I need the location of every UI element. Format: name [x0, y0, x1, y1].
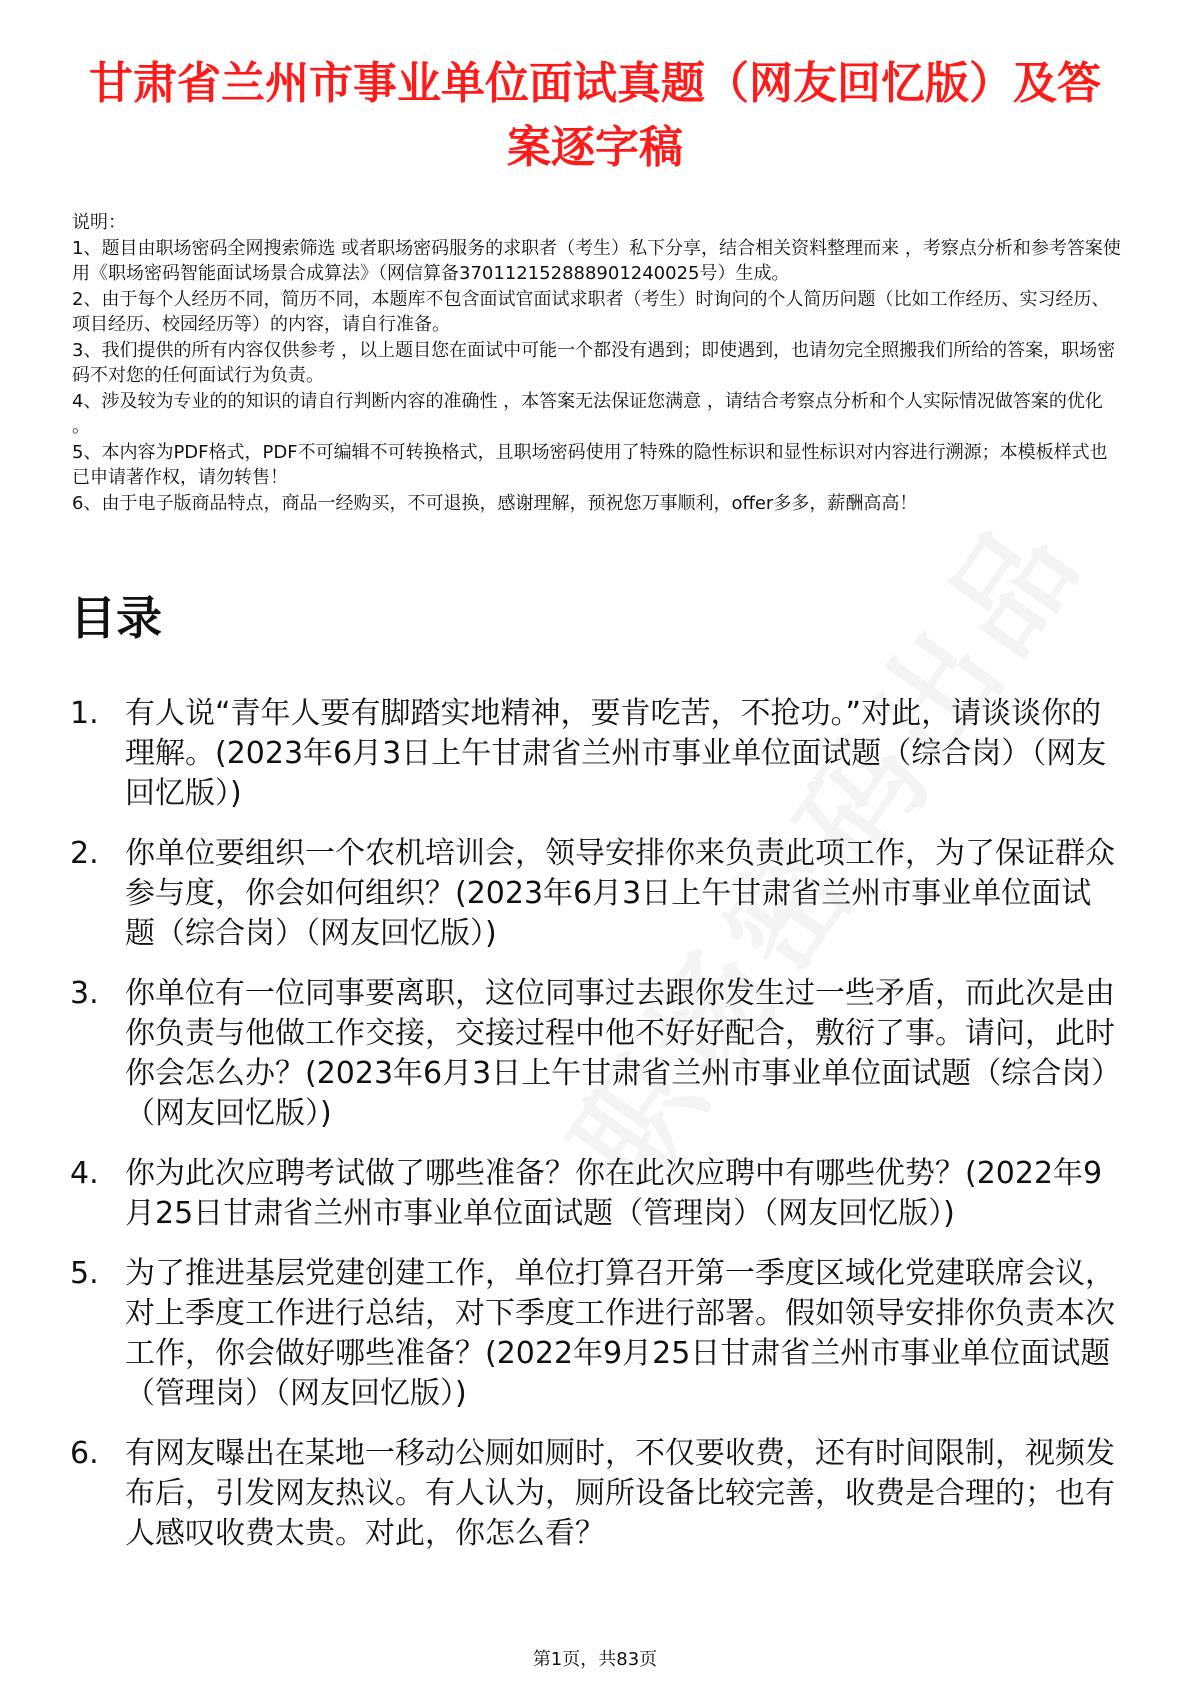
toc-item[interactable]	[70, 1254, 1120, 1414]
toc-item-text: 你单位要组织一个农机培训会，领导安排你来负责此项工作，为了保证群众参与度，你会如何组织？(2023年6月3日上午甘肃省兰州市事业单位面试题（综合岗）（网友回忆版）)	[125, 836, 1115, 951]
toc-heading: 目录	[70, 591, 162, 645]
note-item-5: 5、本内容为PDF格式，PDF不可编辑不可转换格式，且职场密码使用了特殊的隐性标识和显性标识对内容进行溯源；本模板样式也已申请著作权，请勿转售！	[72, 441, 1108, 488]
toc-item-text: 你单位有一位同事要离职，这位同事过去跟你发生过一些矛盾，而此次是由你负责与他做工作交接，交接过程中他不好好配合，敷衍了事。请问，此时你会怎么办？(2023年6月3日上午甘肃省兰州市事业单位面试题（综合岗）（网友回忆版）)	[125, 976, 1115, 1131]
toc-item-number: 3.	[70, 976, 99, 1011]
document-title: 甘肃省兰州市事业单位面试真题（网友回忆版）及答案逐字稿	[89, 58, 1101, 173]
note-item-2: 2、由于每个人经历不同，简历不同，本题库不包含面试官面试求职者（考生）时询问的个人简历问题（比如工作经历、实习经历、项目经历、校园经历等）的内容，请自行准备。	[72, 288, 1110, 335]
toc-item[interactable]	[70, 974, 1120, 1134]
note-item-1: 1、题目由职场密码全网搜索筛选 或者职场密码服务的求职者（考生）私下分享，结合相关资料整理而来 ，考察点分析和参考答案使用《职场密码智能面试场景合成算法》（网信算备370112152888901240025号）生成。	[72, 237, 1121, 284]
toc-item-number: 2.	[70, 836, 99, 871]
toc-item-number: 1.	[70, 696, 99, 731]
page-footer: 第1页，共83页	[532, 1649, 658, 1670]
note-item-3: 3、我们提供的所有内容仅供参考 ，以上题目您在面试中可能一个都没有遇到；即使遇到，也请勿完全照搬我们所给的答案，职场密码不对您的任何面试行为负责。	[72, 339, 1116, 386]
toc-item-number: 6.	[70, 1436, 99, 1471]
toc-item-text: 有人说“青年人要有脚踏实地精神，要肯吃苦，不抢功。”对此，请谈谈你的理解。(2023年6月3日上午甘肃省兰州市事业单位面试题（综合岗）（网友回忆版）)	[125, 696, 1107, 811]
toc-list	[70, 694, 1120, 1574]
toc-item[interactable]	[70, 1154, 1120, 1234]
toc-item-number: 5.	[70, 1256, 99, 1291]
notes-section	[72, 210, 1122, 516]
toc-item[interactable]	[70, 834, 1120, 954]
toc-item-text: 有网友曝出在某地一移动公厕如厕时，不仅要收费，还有时间限制，视频发布后，引发网友热议。有人认为，厕所设备比较完善，收费是合理的；也有人感叹收费太贵。对此，你怎么看？	[125, 1436, 1115, 1551]
toc-item-text: 为了推进基层党建创建工作，单位打算召开第一季度区域化党建联席会议，对上季度工作进行总结，对下季度工作进行部署。假如领导安排你负责本次工作，你会做好哪些准备？(2022年9月25日甘肃省兰州市事业单位面试题（管理岗）（网友回忆版）)	[125, 1256, 1115, 1411]
toc-item-number: 4.	[70, 1156, 99, 1191]
notes-heading: 说明：	[72, 212, 126, 233]
toc-item-text: 你为此次应聘考试做了哪些准备？你在此次应聘中有哪些优势？(2022年9月25日甘肃省兰州市事业单位面试题（管理岗）（网友回忆版）)	[125, 1156, 1103, 1231]
toc-item[interactable]	[70, 1434, 1120, 1554]
toc-item[interactable]	[70, 694, 1120, 814]
note-item-4: 4、涉及较为专业的的知识的请自行判断内容的准确性 ，本答案无法保证您满意 ，请结合考察点分析和个人实际情况做答案的优化 。	[72, 390, 1103, 437]
note-item-6: 6、由于电子版商品特点，商品一经购买，不可退换，感谢理解，预祝您万事顺利，offer多多，薪酬高高！	[72, 492, 918, 514]
